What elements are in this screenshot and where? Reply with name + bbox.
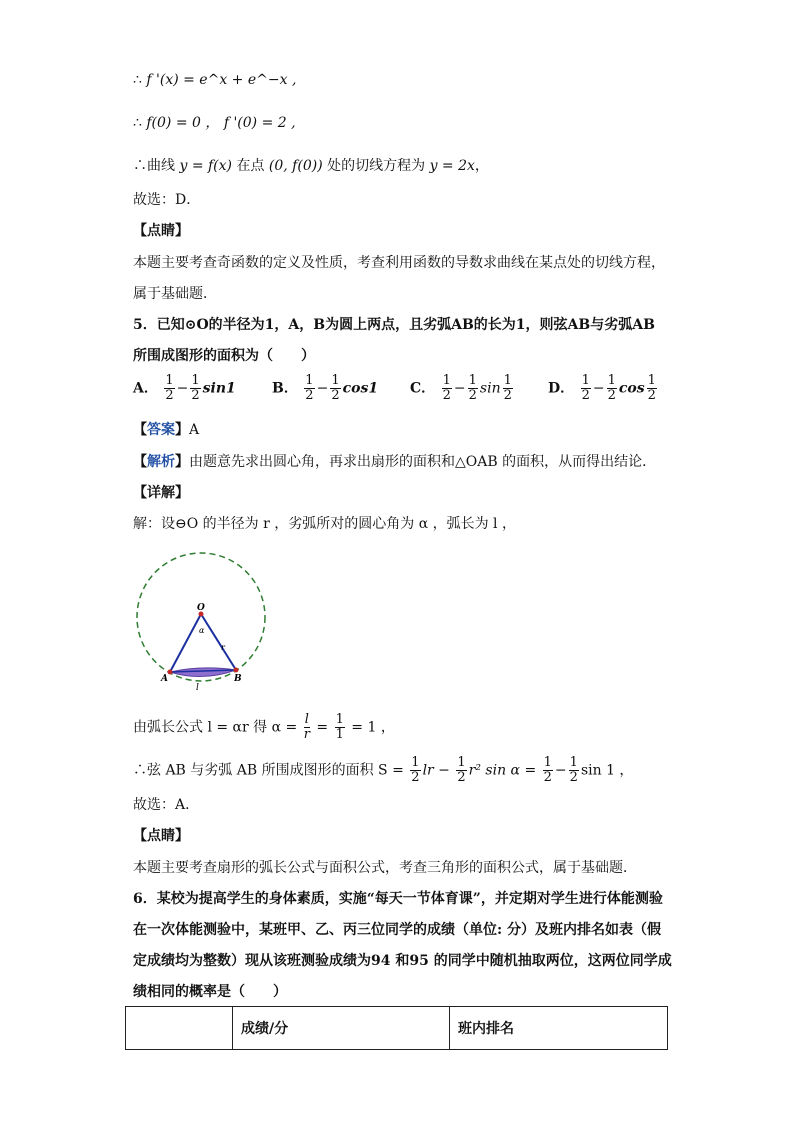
detail-heading: 【详解】 — [133, 485, 189, 501]
q6-stem-4: 绩相同的概率是（ ） — [133, 984, 287, 1000]
label-l: l — [196, 683, 199, 693]
q5-stem-1: 5．已知⊙O的半径为1，A，B为圆上两点，且劣弧AB的长为1，则弦AB与劣弧AB — [133, 317, 655, 333]
point-heading: 【点睛】 — [133, 828, 189, 844]
label-r: r — [221, 643, 225, 652]
q6-stem-3: 定成绩均为整数）现从该班测验成绩为94 和95 的同学中随机抽取两位，这两位同学成 — [133, 953, 672, 969]
label-o: O — [197, 603, 205, 613]
q6-stem-1: 6．某校为提高学生的身体素质，实施“每天一节体育课”，并定期对学生进行体能测验 — [133, 891, 663, 907]
label-alpha: α — [199, 626, 205, 635]
sector-diagram — [130, 548, 275, 693]
point-text: 本题主要考查扇形的弧长公式与面积公式，考查三角形的面积公式，属于基础题． — [133, 860, 637, 876]
q5-option-a: A． $\frac{1}{2}$ − $\frac{1}{2}$ sin1 — [133, 373, 236, 403]
comment-heading: 【点睛】 — [133, 223, 189, 239]
q5-option-c: C． $\frac{1}{2}$ − $\frac{1}{2}$ sin $\frac{1}{2}$ — [410, 373, 512, 403]
q5-stem-2: 所围成图形的面积为（ ） — [133, 348, 315, 364]
area-formula-line: ∴弦 AB 与劣弧 AB 所围成图形的面积 S = $\frac{1}{2}$ lr − $\frac{1}{2}$ r² sin α = $\frac{1}{2}$ − $\frac{1}{2}$ sin 1 ， — [133, 755, 634, 785]
label-b: B — [234, 674, 242, 684]
derivative-line: ∴ f '(x) = e^x + e^−x , — [133, 72, 297, 88]
q5-option-b: B． $\frac{1}{2}$ − $\frac{1}{2}$ cos1 — [272, 373, 379, 403]
choice-d-line: 故选：D． — [133, 192, 201, 208]
table-header-row — [126, 1007, 668, 1050]
q5-option-d: D． $\frac{1}{2}$ − $\frac{1}{2}$ cos $\frac{1}{2}$ — [548, 373, 656, 403]
values-line: ∴ f(0) = 0 ， f '(0) = 2 , — [133, 115, 296, 131]
comment-text-1: 本题主要考查奇函数的定义及性质，考查利用函数的导数求曲线在某点处的切线方程， — [133, 255, 665, 271]
label-a: A — [161, 674, 168, 684]
arc-formula-line: 由弧长公式 l = αr 得 α = $\frac{l}{r}$ = $\frac{1}{1}$ = 1 ， — [133, 712, 395, 742]
tangent-line-statement: ∴曲线 y = f(x) 在点 (0, f(0)) 处的切线方程为 y = 2x， — [133, 158, 489, 174]
table-header-rank: 班内排名 — [450, 1007, 668, 1050]
table-header-empty — [126, 1007, 233, 1050]
table-header-score: 成绩/分 — [233, 1007, 450, 1050]
score-table — [125, 1006, 668, 1050]
answer-line: 【答案】A — [133, 422, 200, 438]
comment-text-2: 属于基础题． — [133, 286, 217, 302]
analysis-line: 【解析】由题意先求出圆心角，再求出扇形的面积和△OAB 的面积，从而得出结论． — [133, 454, 657, 470]
choose-a-line: 故选：A． — [133, 797, 200, 813]
q6-stem-2: 在一次体能测验中，某班甲、乙、丙三位同学的成绩（单位: 分）及班内排名如表（假 — [133, 922, 662, 938]
solution-intro: 解：设⊖O 的半径为 r ，劣弧所对的圆心角为 α ，弧长为 l ， — [133, 516, 516, 532]
